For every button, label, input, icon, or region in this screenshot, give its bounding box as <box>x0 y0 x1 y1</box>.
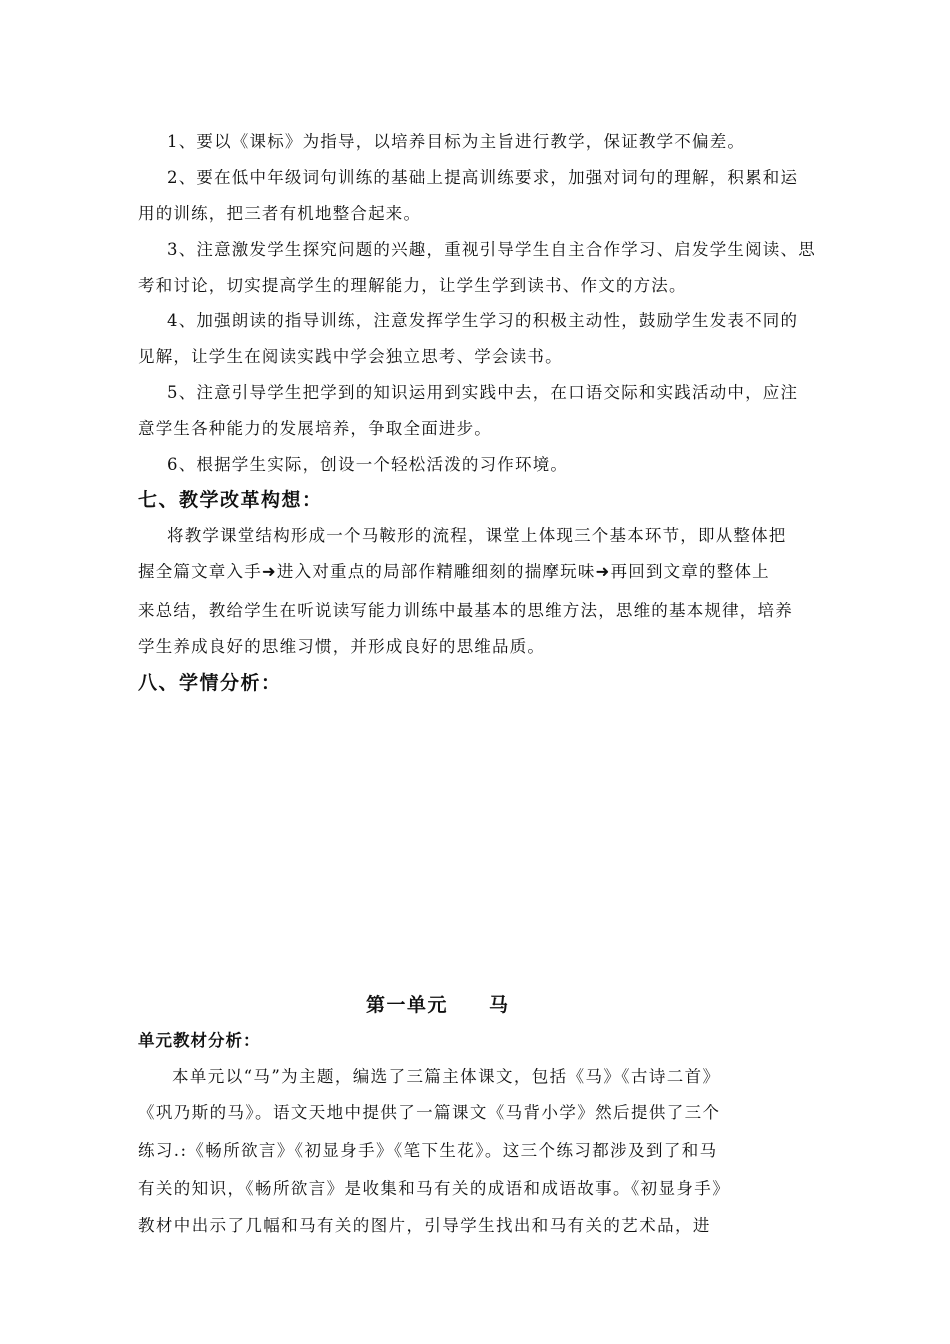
section-7-line-4: 学生养成良好的思维习惯，并形成良好的思维品质。 <box>138 637 546 656</box>
unit-analysis-heading: 单元教材分析： <box>138 1031 261 1050</box>
section-7-heading: 七、教学改革构想： <box>138 489 323 511</box>
requirement-5-line-1: 5、注意引导学生把学到的知识运用到实践中去，在口语交际和实践活动中，应注 <box>167 383 799 402</box>
section-8-heading: 八、学情分析： <box>138 672 282 694</box>
requirement-3-line-2: 考和讨论，切实提高学生的理解能力，让学生学到读书、作文的方法。 <box>138 276 687 295</box>
requirement-3-line-1: 3、注意激发学生探究问题的兴趣，重视引导学生自主合作学习、启发学生阅读、思 <box>167 240 816 259</box>
requirement-2-line-2: 用的训练，把三者有机地整合起来。 <box>138 204 422 223</box>
unit-line-5: 教材中出示了几幅和马有关的图片，引导学生找出和马有关的艺术品，进 <box>138 1216 711 1235</box>
section-7-line-2: 握全篇文章入手➜进入对重点的局部作精雕细刻的揣摩玩味➜再回到文章的整体上 <box>138 562 770 581</box>
requirement-2-line-1: 2、要在低中年级词句训练的基础上提高训练要求，加强对词句的理解，积累和运 <box>167 168 799 187</box>
requirement-6-line-1: 6、根据学生实际，创设一个轻松活泼的习作环境。 <box>167 455 569 474</box>
section-7-line-3: 来总结，教给学生在听说读写能力训练中最基本的思维方法，思维的基本规律，培养 <box>138 601 793 620</box>
unit-title: 第一单元 马 <box>366 994 510 1016</box>
requirement-1-line-1: 1、要以《课标》为指导，以培养目标为主旨进行教学，保证教学不偏差。 <box>167 132 746 151</box>
requirement-4-line-2: 见解，让学生在阅读实践中学会独立思考、学会读书。 <box>138 347 563 366</box>
requirement-5-line-2: 意学生各种能力的发展培养，争取全面进步。 <box>138 419 492 438</box>
unit-line-3: 练习.:《畅所欲言》《初显身手》《笔下生花》。这三个练习都涉及到了和马 <box>138 1141 718 1160</box>
unit-line-4: 有关的知识，《畅所欲言》是收集和马有关的成语和成语故事。《初显身手》 <box>138 1179 731 1198</box>
unit-line-2: 《巩乃斯的马》。语文天地中提供了一篇课文《马背小学》然后提供了三个 <box>138 1103 721 1122</box>
requirement-4-line-1: 4、加强朗读的指导训练，注意发挥学生学习的积极主动性，鼓励学生发表不同的 <box>167 311 799 330</box>
section-7-line-1: 将教学课堂结构形成一个马鞍形的流程，课堂上体现三个基本环节，即从整体把 <box>167 526 787 545</box>
unit-line-1: 本单元以“马”为主题，编选了三篇主体课文，包括《马》《古诗二首》 <box>172 1067 721 1086</box>
